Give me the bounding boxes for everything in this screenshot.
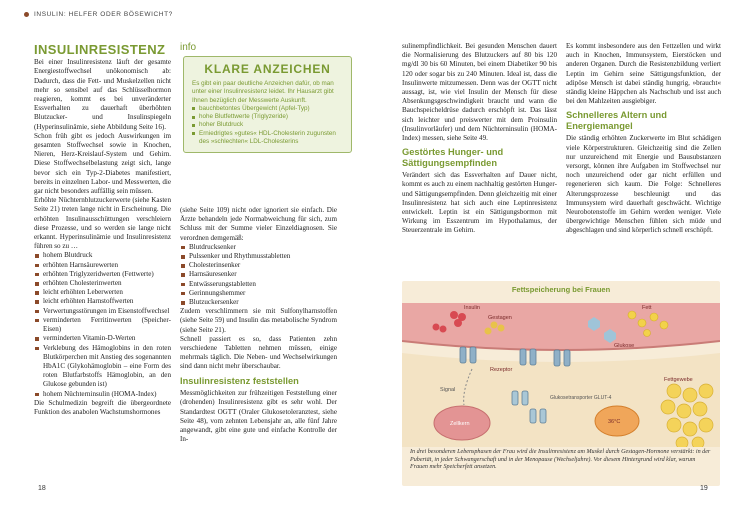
section-heading-hunger: Gestörtes Hunger- und Sättigungsempfinden: [402, 147, 504, 168]
list-item: Blutdrucksenker: [180, 243, 337, 252]
list-item: Gerinnungshemmer: [180, 289, 337, 298]
figure-title: Fettspeicherung bei Frauen: [511, 285, 611, 294]
paragraph: (siehe Seite 109) nicht oder ignoriert sie einfach. Die Ärzte behandeln jede Normabweichung für sich, zum Schluss mit der Summe vieler Einzeldiagnosen. Sie verordnen demgemäß:: [180, 206, 337, 242]
info-box-list: [192, 105, 343, 146]
list-item: hohe Blutfettwerte (Triglyzeride): [192, 113, 343, 121]
paragraph: Die Schulmedizin begreift die übergeordnete Funktion des anabolen Wachstumshormones: [34, 398, 171, 416]
paragraph: Die ständig erhöhten Zuckerwerte im Blut schädigen viele Körperstrukturen. Gleichzeitig sind die Zellen nur unzureichend mit Energie und Bausubstanzen versorgt, können ihre Aufgaben im Stoffwechsel nur noch unzureichend oder gar nicht erfüllen und regenerieren sich kaum. Die Folge: Schnelleres Alterungsprozesse beschleunigt und das Immunsystem wird dauerhaft geschwächt. Wichtige Neurobotenstoffe im Gehirn werden weniger. Viele übergewichtige Menschen fühlen sich müde und abgeschlagen und sind körperlich schnell erschöpft.: [566, 134, 721, 235]
label-signal: Signal: [440, 387, 456, 393]
list-item: verminderten Ferritinwerten (Speicher-Eisen): [34, 316, 171, 334]
list-item: Blutzuckersenker: [180, 298, 337, 307]
label-insulin: Insulin: [464, 305, 480, 311]
label-zellkern: Zellkern: [450, 421, 470, 427]
info-box-text: Es gibt ein paar deutliche Anzeichen dafür, ob man unter einer Insulinresistenz leidet. Ihr Hausarzt gibt Ihnen bezüglich der Messwerte Auskunft.: [192, 80, 334, 104]
running-head: [24, 11, 173, 18]
list-item: leicht erhöhten Leberwerten: [34, 288, 171, 297]
list-item: Entwässerungstabletten: [180, 280, 337, 289]
label-glukose: Glukose: [614, 343, 635, 349]
paragraph: Verändert sich das Essverhalten auf Dauer nicht, kommt es auch zu einem nachhaltig gestörten Hunger- und Sättigungsempfinden. Denn gleichzeitig mit einer Insulinresistenz hat sich auch eine Leptinresistenz entwickelt. Leptin ist ein Sättigungsbormon mit Wirkung im Esszentrum im Hypothalamus, der Steuerzentrale im Gehirn.: [402, 171, 557, 235]
paragraph: Erhöhte Nüchternblutzuckerwerte (siehe Kasten Seite 21) treten lange nicht in Erscheinung. Die erhöhten Insulinausschüttungen verschleiern diese Prozesse, und so werden sie lange nicht erkannt. Hyperinsulinämie und Insulinresistenz führen so zu …: [34, 196, 171, 251]
figure-illustration: [402, 295, 720, 447]
list-item: leicht erhöhten Harnstoffwerten: [34, 297, 171, 306]
paragraph: sulinempfindlichkeit. Bei gesunden Menschen dauert die Normalisierung des Blutzuckers auf 80 bis 120 mg/dl 30 bis 60 Minuten, bei einem Diabetiker 90 bis 120 oder sogar bis zu 240 Minuten. Ideal ist, dass die Insulinwerte mitzumessen. Denn was der OGTT nicht aussagt, ist, wie viel Insulin der Mensch für diese Absenkungsgeschwindigkeit braucht und wann die Bauchspeicheldrüse dadurch erschöpft ist. Das lässt sich leichter und preiswerter mit dem Proinsulin (Insulinvorläufer) und dem Nüchterninsulin (HOMA-Index) messen, siehe Seite 49.: [402, 42, 557, 143]
list-item: hohem Nüchterninsulin (HOMA-Index): [34, 390, 171, 399]
list-item: Cholesterinsenker: [180, 261, 337, 270]
list-item: bauchbetontes Übergewicht (Apfel-Typ): [192, 105, 343, 113]
paragraph: Zudem verschlimmern sie mit Sulfonylharnstoffen (siehe Seite 59) und Insulin das metabolische Syndrom (siehe Seite 21).: [180, 307, 337, 334]
column-3: [402, 42, 557, 236]
label-rezeptor: Rezeptor: [490, 367, 513, 373]
blood-vessel-shape: [402, 303, 720, 350]
paragraph: Bei einer Insulinresistenz läuft der gesamte Energiestoffwechsel unökonomisch ab: Dadurch, dass die Fett- und Muskelzellen nicht mehr so sensibel auf das Schlüsselhormon reagieren, kommt es bei unveränderter Essverhalten zu dauerhaft überhöhten Blutzucker- und Insulinspiegeln (Hyperinsulinämie, siehe Abbildung Seite 16).: [34, 58, 171, 131]
label-gestagen: Gestagen: [488, 315, 512, 321]
paragraph: Messmöglichkeiten zur frühzeitigen Feststellung einer (drohenden) Insulinresistenz gibt es sehr wohl. Der Standardtest OGTT (Oraler Glukosetoleranztest, siehe Seite 48), vom zehnten Lebensjahr an, alle fünf Jahre angewandt, gibt eine gute und einfache Kontrolle der In-: [180, 389, 337, 444]
section-heading-altern: Schnelleres Altern und Energiemangel: [566, 110, 667, 131]
page-number-right: 19: [700, 485, 708, 492]
list-item: Erniedrigtes »gutes« HDL-Cholesterin zugunsten des »schlechten« LDL-Cholesterins: [192, 130, 343, 147]
page-number-left: 18: [38, 485, 46, 492]
paragraph: Es kommt insbesondere aus den Fettzellen und wirkt auch in Knochen, Immunsystem, Eierstöcken und anderen Organen. Durch die Resistenzbildung verliert Leptin im Gehirn seine Sättigungsfunktion, der adipöse Mensch ist dabei ständig hungrig, »braucht« ständig kleine Häppchen als Nachschub und isst auch bei den Mahlzeiten ausgiebiger.: [566, 42, 721, 106]
paragraph: Schon früh gibt es jedoch Auswirkungen im gesamten Stoffwechsel sowie in Knochen, Nieren, Herz-Kreislauf-System und Gehirn. Diese Stoffwechselbelastung zeigt sich, lange bevor sich ein Typ-2-Diabetes manifestiert, bereits in einzelnen Labor- und Messwerten, die gar nicht besonders auffällig sein müssen.: [34, 131, 171, 196]
list-item: Harnsäuresenker: [180, 270, 337, 279]
running-head-text: INSULIN: HELFER ODER BÖSEWICHT?: [34, 11, 173, 18]
column-1: [34, 42, 171, 417]
column-2: [180, 206, 337, 444]
info-box: [183, 56, 352, 153]
list-item: Verklebung des Hämoglobins in den roten Blutkörperchen mit Anstieg des sogenannten HbA1C (Glykohämoglobin – eine Form des roten Blutfarbstoffs Hämoglobin, an den Glukose gebunden ist): [34, 344, 171, 390]
label-temp: 36°C: [608, 419, 621, 425]
column-4: [566, 42, 721, 236]
section-heading-feststellen: Insulinresistenz feststellen: [180, 375, 299, 386]
list-item: erhöhten Triglyzeridwerten (Fettwerte): [34, 270, 171, 279]
list-item: verminderten Vitamin-D-Werten: [34, 334, 171, 343]
list-item: hohem Blutdruck: [34, 251, 171, 260]
info-box-title: KLARE ANZEICHEN: [204, 62, 331, 76]
list-item: erhöhten Cholesterinwerten: [34, 279, 171, 288]
list-item: Verwertungsstörungen im Eisenstoffwechsel: [34, 307, 171, 316]
symptom-list: [34, 251, 171, 398]
paragraph: Schnell passiert es so, dass Patienten zehn verschiedene Tabletten nehmen müssen, einige mehrmals täglich. Die Neben- und Wechselwirkungen sind dann nicht mehr überschaubar.: [180, 334, 337, 371]
list-item: Pulssenker und Rhythmusstabletten: [180, 252, 337, 261]
list-item: hoher Blutdruck: [192, 121, 343, 129]
section-heading-insulinresistenz: INSULINRESISTENZ: [34, 42, 166, 57]
info-label: info: [180, 42, 197, 53]
list-item: erhöhten Harnsäurewerten: [34, 261, 171, 270]
figure-caption: In drei besonderen Lebensphasen der Frau wird die Insulinresistenz am Muskel durch Gestagen-Hormone verstärkt: in der Pubertät, in jeder Schwangerschaft und in der Menopause (Wechseljahre). Vor diesem Hintergrund wird klar, warum Frauen mehr Speicherfett ansetzen.: [410, 449, 711, 471]
figure-fettspeicherung: [402, 281, 720, 486]
label-fett: Fett: [642, 305, 652, 311]
label-fettgewebe: Fettgewebe: [664, 377, 693, 383]
label-transporter: Glukosetransporter GLUT-4: [550, 395, 612, 401]
bullet-dot-icon: [24, 12, 29, 17]
medication-list: [180, 243, 337, 307]
